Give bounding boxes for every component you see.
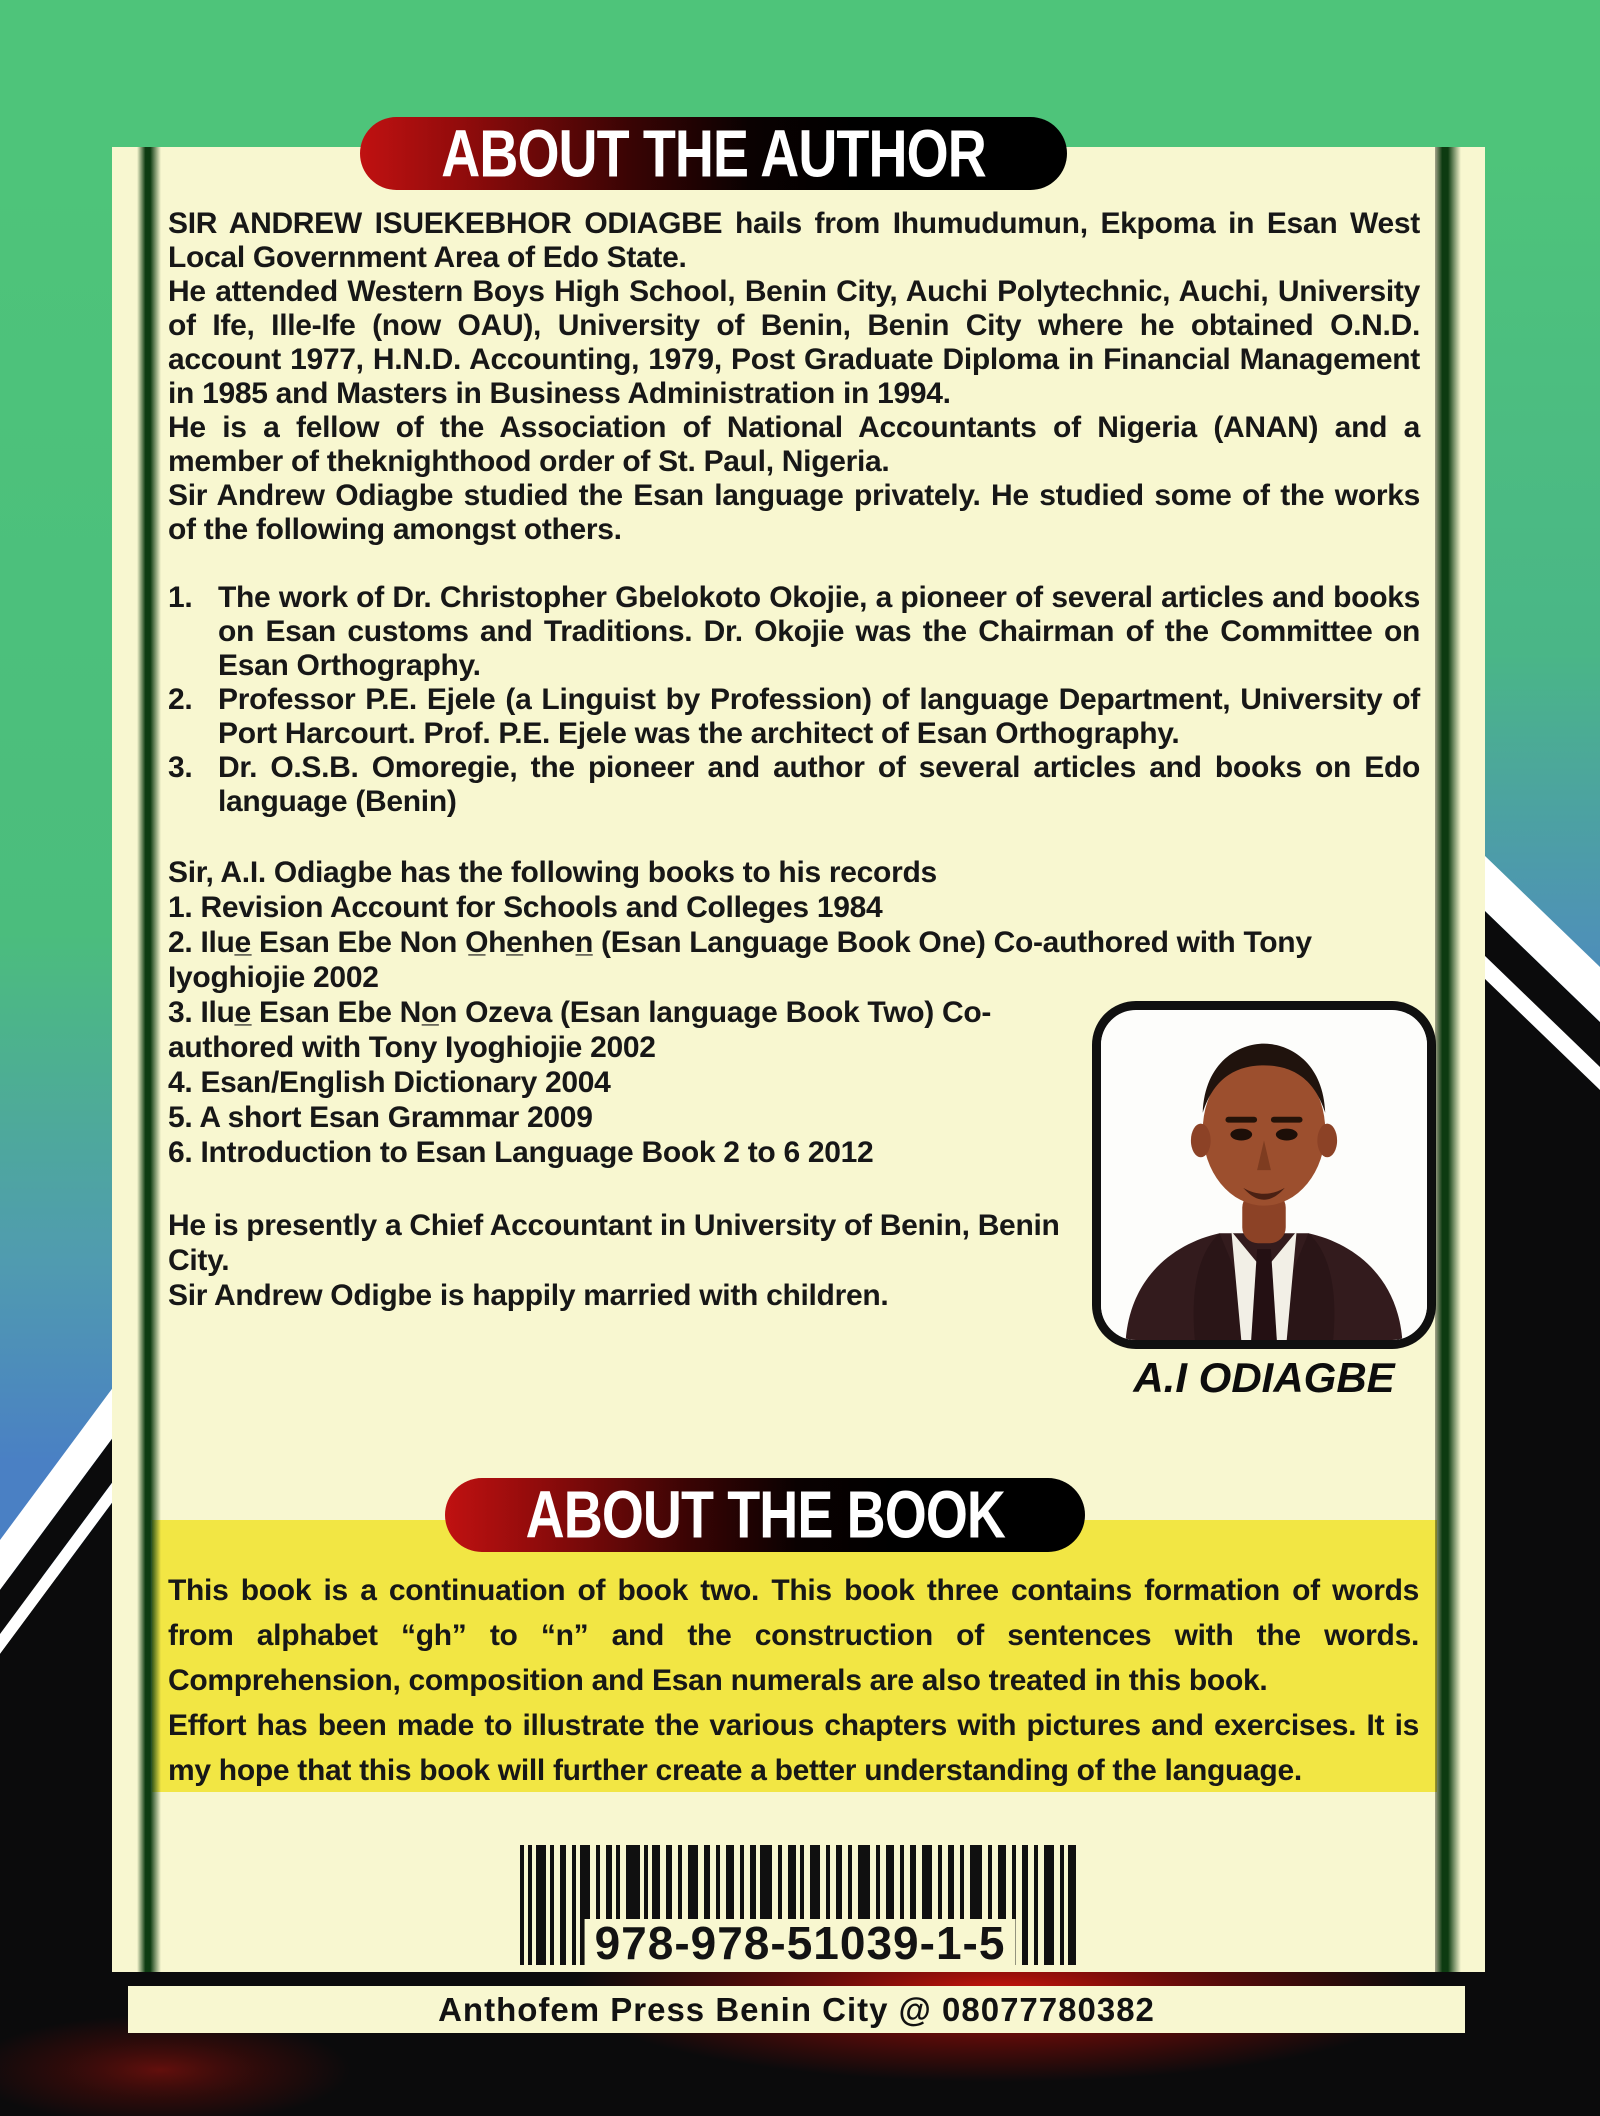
banner-title: ABOUT THE AUTHOR (441, 115, 986, 191)
closing-line: He is presently a Chief Accountant in University of Benin, Benin City. (168, 1209, 1060, 1277)
list-number: 3. (168, 751, 193, 784)
publisher-text: Anthofem Press Benin City @ 08077780382 (438, 1990, 1155, 2028)
isbn-barcode (520, 1845, 1080, 1969)
author-photo (1092, 1001, 1436, 1349)
publisher-bar (128, 1986, 1465, 2033)
list-number: 2. (168, 683, 193, 716)
book-entry: 2. Ilue̲ Esan Ebe Non O̲he̲nhen̲ (Esan Language Book One) Co-authored with Tony Iyoghiojie 2002 (168, 926, 1312, 994)
list-number: 1. (168, 581, 193, 614)
studied-works-list (168, 581, 1420, 819)
about-the-book-banner (445, 1478, 1085, 1552)
list-item (168, 581, 1420, 683)
closing-line: Sir Andrew Odigbe is happily married with children. (168, 1279, 889, 1312)
cover-page (112, 147, 1485, 1972)
bio-paragraph: He attended Western Boys High School, Benin City, Auchi Polytechnic, Auchi, University of Ife, Ille-Ife (now OAU), University of Benin, Benin City where he obtained O.N.D. account 1977, H.N.D. Accounting, 1979, Post Graduate Diploma in Financial Management in 1985 and Masters in Business Administration in 1994. (168, 275, 1420, 410)
author-photo-block (1092, 1001, 1436, 1401)
bio-paragraph: He is a fellow of the Association of National Accountants of Nigeria (ANAN) and a member of theknighthood order of St. Paul, Nigeria. (168, 411, 1420, 478)
left-green-blue-strip (0, 147, 113, 1577)
book-entry: 4. Esan/English Dictionary 2004 (168, 1066, 611, 1099)
bio-paragraph: Sir Andrew Odiagbe studied the Esan language privately. He studied some of the works of the following amongst others. (168, 479, 1420, 546)
right-spine-shadow (1435, 147, 1461, 1972)
about-the-author-banner (360, 117, 1067, 190)
list-text: Professor P.E. Ejele (a Linguist by Profession) of language Department, University of Port Harcourt. Prof. P.E. Ejele was the architect of Esan Orthography. (218, 683, 1420, 750)
isbn-number: 978-978-51039-1-5 (585, 1919, 1016, 1967)
photo-caption: A.I ODIAGBE (1133, 1354, 1395, 1401)
list-item (168, 683, 1420, 751)
book-entry: 6. Introduction to Esan Language Book 2 to 6 2012 (168, 1136, 874, 1169)
book-entry: 3. Ilue̲ Esan Ebe No̲n Ozeva (Esan language Book Two) Co-authored with Tony Iyoghiojie 2002 (168, 996, 992, 1064)
book-entry: 5. A short Esan Grammar 2009 (168, 1101, 593, 1134)
book-entry: 1. Revision Account for Schools and Colleges 1984 (168, 891, 883, 924)
book-paragraph: Effort has been made to illustrate the various chapters with pictures and exercises. It is my hope that this book will further create a better understanding of the language. (168, 1709, 1419, 1787)
banner-title: ABOUT THE BOOK (525, 1476, 1005, 1552)
about-the-book-band (152, 1520, 1437, 1792)
book-paragraph: This book is a continuation of book two. This book three contains formation of words from alphabet “gh” to “n” and the construction of sentences with the words. Comprehension, composition and Esan numerals are also treated in this book. (168, 1574, 1419, 1697)
author-portrait-illustration (1101, 1010, 1427, 1340)
list-item (168, 751, 1420, 819)
list-text: The work of Dr. Christopher Gbelokoto Okojie, a pioneer of several articles and books on Esan customs and Traditions. Dr. Okojie was the Chairman of the Committee on Esan Orthography. (218, 581, 1420, 682)
books-intro: Sir, A.I. Odiagbe has the following books to his records (168, 856, 937, 889)
right-swoosh-stripes (1484, 855, 1600, 2116)
bio-paragraph: SIR ANDREW ISUEKEBHOR ODIAGBE hails from Ihumudumun, Ekpoma in Esan West Local Government Area of Edo State. (168, 207, 1420, 274)
author-bio-text (168, 207, 1420, 1407)
list-text: Dr. O.S.B. Omoregie, the pioneer and author of several articles and books on Edo language (Benin) (218, 751, 1420, 818)
